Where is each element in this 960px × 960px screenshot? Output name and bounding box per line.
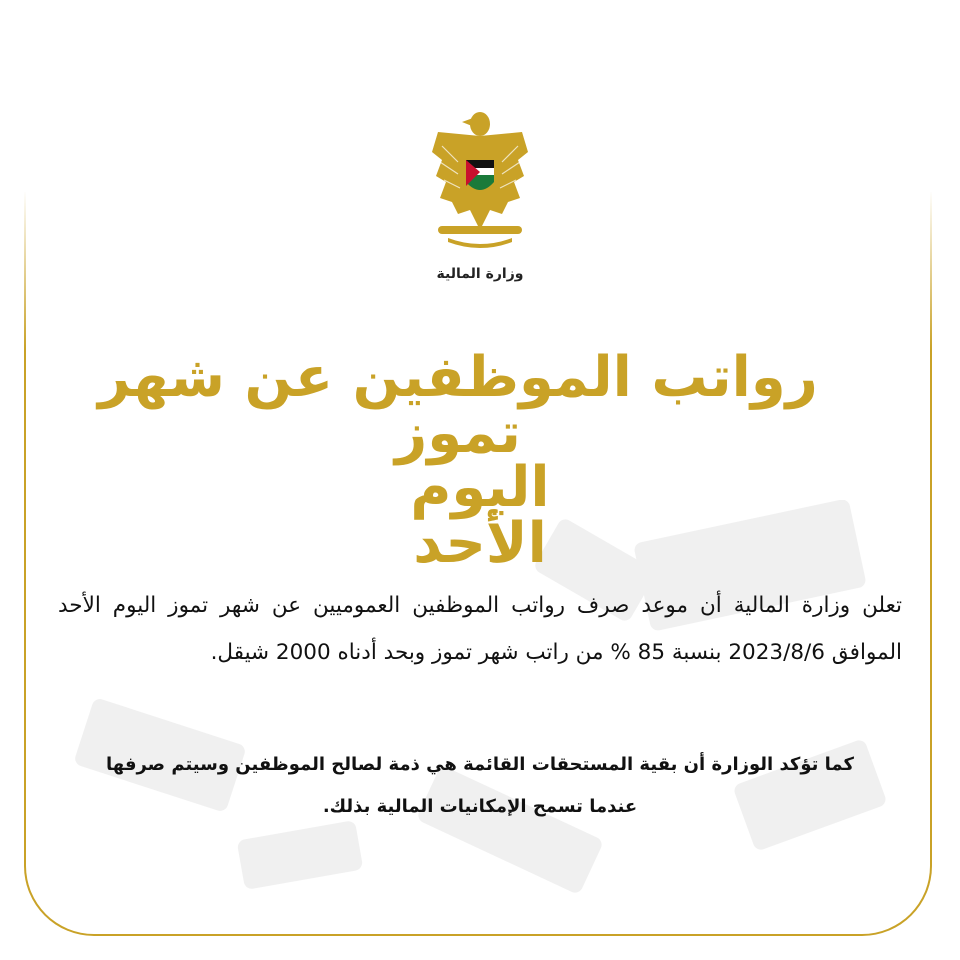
headline-line-2: اليوم الأحد <box>410 455 550 576</box>
headline-line-1: رواتب الموظفين عن شهر تموز <box>98 345 818 466</box>
announcement-paragraph: تعلن وزارة المالية أن موعد صرف رواتب الموظفين العموميين عن شهر تموز اليوم الأحد الموافق 2023/8/6 بنسبة 85 % من راتب شهر تموز وبحد أدناه 2000 شيقل. <box>58 593 902 665</box>
palestine-emblem-icon <box>418 102 542 250</box>
ministry-name: وزارة المالية <box>436 266 524 282</box>
note-paragraph: كما تؤكد الوزارة أن بقية المستحقات القائمة هي ذمة لصالح الموظفين وسيتم صرفها عندما تسمح الإمكانيات المالية بذلك. <box>106 754 854 817</box>
